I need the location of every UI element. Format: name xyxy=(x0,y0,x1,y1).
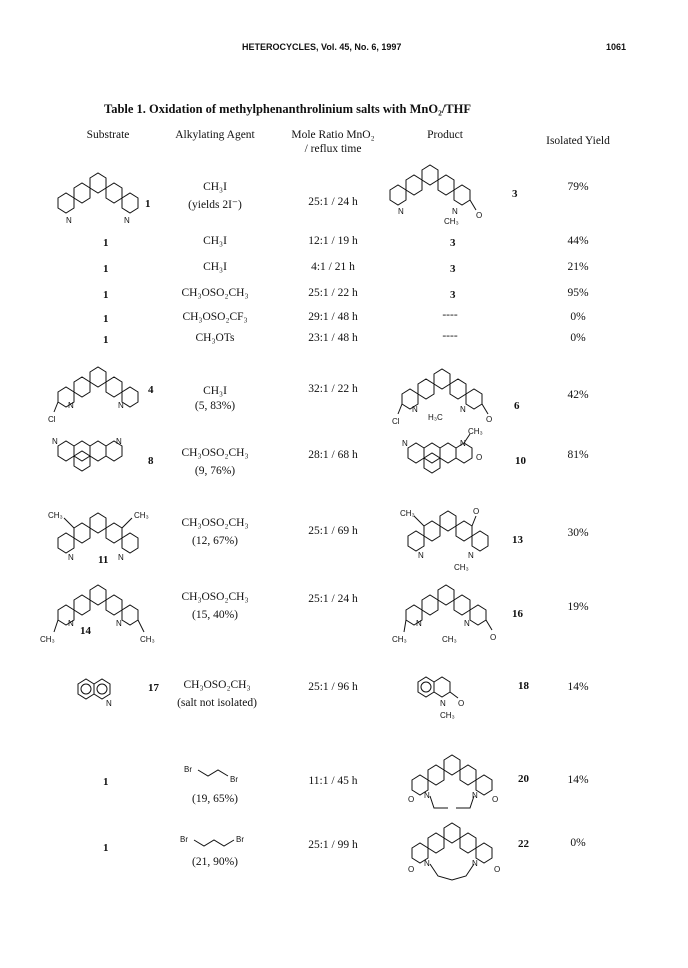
structure-chloro-phenanthroline-4 xyxy=(48,362,147,428)
n-label: N xyxy=(118,553,124,562)
compound-number: 1 xyxy=(103,263,109,275)
col-mole-ratio xyxy=(278,128,388,156)
o-label: O xyxy=(476,211,483,220)
yield-cell: 0% xyxy=(570,311,586,323)
col-substrate: Substrate xyxy=(86,129,130,141)
structure-product-3 xyxy=(388,160,498,230)
product-number: 3 xyxy=(450,237,456,249)
ratio-cell: 25:1 / 69 h xyxy=(308,525,358,537)
n-label: N xyxy=(124,216,130,225)
product-number: 3 xyxy=(450,263,456,275)
product-dash: ---- xyxy=(442,330,458,342)
methyl-label: CH₃ xyxy=(400,509,415,518)
yield-cell: 0% xyxy=(570,332,586,344)
methyl-label: CH₃ xyxy=(40,635,55,644)
methyl-label: CH₃ xyxy=(442,635,457,644)
structure-product-16 xyxy=(392,580,508,650)
n-label: N xyxy=(118,401,124,410)
agent-note: (15, 40%) xyxy=(192,609,238,621)
n-label: N xyxy=(464,619,470,628)
product-number: 3 xyxy=(450,289,456,301)
structure-dimethylphenanthroline-14 xyxy=(40,580,160,648)
product-number: 20 xyxy=(518,773,529,785)
structure-dibromoethane-19 xyxy=(182,762,252,786)
col-mole-ratio-line1: Mole Ratio MnO₂ xyxy=(291,129,375,141)
yield-cell: 42% xyxy=(567,389,589,401)
methyl-label: CH₃ xyxy=(454,563,469,572)
n-label: N xyxy=(424,791,430,800)
n-label: N xyxy=(106,699,112,708)
product-dash: ---- xyxy=(442,309,458,321)
structure-dibromopropane-21 xyxy=(178,830,258,852)
compound-number: 1 xyxy=(145,198,151,210)
methyl-label: CH₃ xyxy=(140,635,155,644)
agent-note: (9, 76%) xyxy=(194,465,236,477)
ratio-cell: 25:1 / 24 h xyxy=(308,593,358,605)
n-label: N xyxy=(66,216,72,225)
structure-product-18 xyxy=(412,668,502,724)
product-number: 3 xyxy=(512,188,518,200)
yield-cell: 0% xyxy=(570,837,586,849)
n-label: N xyxy=(52,437,58,446)
o-label: O xyxy=(408,795,415,804)
agent-name: CH₃I xyxy=(203,181,227,193)
n-label: N xyxy=(116,619,122,628)
yield-cell: 95% xyxy=(567,287,589,299)
structure-product-20 xyxy=(408,750,508,824)
running-header: HETEROCYCLES, Vol. 45, No. 6, 1997 xyxy=(242,42,402,52)
agent-name: CH₃OSO₂CH₃ xyxy=(181,287,249,299)
yield-cell: 14% xyxy=(567,681,589,693)
col-product: Product xyxy=(427,129,463,141)
col-alkylating-agent: Alkylating Agent xyxy=(175,129,255,141)
o-label: O xyxy=(486,415,493,424)
agent-cell xyxy=(165,516,265,549)
agent-name: CH₃OSO₂CH₃ xyxy=(183,679,251,691)
n-label: N xyxy=(402,439,408,448)
compound-number: 4 xyxy=(148,384,154,396)
page-number: 1061 xyxy=(606,42,627,52)
agent-cell xyxy=(165,446,265,479)
methyl-label: CH₃ xyxy=(392,635,407,644)
chloro-label: Cl xyxy=(392,417,400,426)
compound-number: 1 xyxy=(103,313,109,325)
product-number: 6 xyxy=(514,400,520,412)
structure-product-13 xyxy=(398,504,508,576)
n-label: N xyxy=(472,791,478,800)
product-number: 22 xyxy=(518,838,529,850)
n-label: N xyxy=(440,699,446,708)
agent-cell xyxy=(165,590,265,623)
bromo-label: Br xyxy=(230,775,238,784)
product-number: 16 xyxy=(512,608,523,620)
o-label: O xyxy=(473,507,480,516)
ratio-cell: 25:1 / 22 h xyxy=(308,287,358,299)
table-title: Table 1. Oxidation of methylphenanthrolinium salts with MnO₂/THF xyxy=(104,102,472,116)
methyl-label: CH₃ xyxy=(48,511,63,520)
agent-note: (5, 83%) xyxy=(194,400,236,412)
ratio-cell: 12:1 / 19 h xyxy=(308,235,358,247)
agent-name: CH₃I xyxy=(203,385,227,397)
methyl-label: H₃C xyxy=(428,413,443,422)
structure-product-22 xyxy=(408,818,508,894)
agent-note: (21, 90%) xyxy=(192,856,238,868)
product-number: 10 xyxy=(515,455,526,467)
bromo-label: Br xyxy=(236,835,244,844)
bromo-label: Br xyxy=(180,835,188,844)
agent-name: CH₃OSO₂CF₃ xyxy=(182,311,248,323)
agent-note: (yields 2I⁻) xyxy=(188,199,242,211)
compound-number: 1 xyxy=(103,842,109,854)
ratio-cell: 25:1 / 24 h xyxy=(308,196,358,208)
ratio-cell: 4:1 / 21 h xyxy=(311,261,355,273)
structure-diazaphenanthrene-8 xyxy=(52,432,147,488)
compound-number: 11 xyxy=(98,554,109,566)
n-label: N xyxy=(398,207,404,216)
o-label: O xyxy=(458,699,465,708)
yield-cell: 14% xyxy=(567,774,589,786)
col-mole-ratio-line2: / reflux time xyxy=(304,143,362,155)
agent-cell xyxy=(165,384,265,414)
n-label: N xyxy=(472,859,478,868)
compound-number: 8 xyxy=(148,455,154,467)
ratio-cell: 29:1 / 48 h xyxy=(308,311,358,323)
n-label: N xyxy=(424,859,430,868)
agent-name: CH₃OSO₂CH₃ xyxy=(181,447,249,459)
yield-cell: 21% xyxy=(567,261,589,273)
ratio-cell: 25:1 / 99 h xyxy=(308,839,358,851)
ratio-cell: 25:1 / 96 h xyxy=(308,681,358,693)
product-number: 13 xyxy=(512,534,523,546)
o-label: O xyxy=(490,633,497,642)
ratio-cell: 11:1 / 45 h xyxy=(308,775,358,787)
n-label: N xyxy=(418,551,424,560)
yield-cell: 79% xyxy=(567,181,589,193)
structure-product-6 xyxy=(392,362,508,432)
agent-name: CH₃OSO₂CH₃ xyxy=(181,591,249,603)
agent-name: CH₃I xyxy=(203,261,227,273)
agent-cell xyxy=(162,678,272,711)
compound-number: 1 xyxy=(103,289,109,301)
bromo-label: Br xyxy=(184,765,192,774)
agent-note: (19, 65%) xyxy=(192,793,238,805)
agent-name: CH₃OSO₂CH₃ xyxy=(181,517,249,529)
compound-number: 1 xyxy=(103,237,109,249)
n-label: N xyxy=(412,405,418,414)
structure-phenanthroline-1 xyxy=(52,168,142,232)
ratio-cell: 23:1 / 48 h xyxy=(308,332,358,344)
o-label: O xyxy=(408,865,415,874)
o-label: O xyxy=(476,453,483,462)
ratio-cell: 28:1 / 68 h xyxy=(308,449,358,461)
agent-note: (salt not isolated) xyxy=(177,697,257,709)
n-label: N xyxy=(68,619,74,628)
compound-number: 14 xyxy=(80,625,91,637)
yield-cell: 19% xyxy=(567,601,589,613)
n-label: N xyxy=(468,551,474,560)
o-label: O xyxy=(492,795,499,804)
agent-name: CH₃I xyxy=(203,235,227,247)
n-label: N xyxy=(460,439,466,448)
compound-number: 1 xyxy=(103,776,109,788)
methyl-label: CH₃ xyxy=(134,511,149,520)
n-label: N xyxy=(116,437,122,446)
o-label: O xyxy=(494,865,501,874)
methyl-label: CH₃ xyxy=(468,427,483,436)
chloro-label: Cl xyxy=(48,415,56,424)
product-number: 18 xyxy=(518,680,529,692)
yield-cell: 81% xyxy=(567,449,589,461)
structure-product-10 xyxy=(402,426,512,486)
agent-name: CH₃OTs xyxy=(195,332,235,344)
n-label: N xyxy=(416,619,422,628)
compound-number: 1 xyxy=(103,334,109,346)
n-label: N xyxy=(460,405,466,414)
yield-cell: 30% xyxy=(567,527,589,539)
methyl-label: CH₃ xyxy=(444,217,459,226)
yield-cell: 44% xyxy=(567,235,589,247)
n-label: N xyxy=(452,207,458,216)
methyl-label: CH₃ xyxy=(440,711,455,720)
n-label: N xyxy=(68,553,74,562)
structure-quinoline-17 xyxy=(72,670,142,716)
n-label: N xyxy=(68,401,74,410)
ratio-cell: 32:1 / 22 h xyxy=(308,383,358,395)
agent-note: (12, 67%) xyxy=(192,535,238,547)
col-isolated-yield: Isolated Yield xyxy=(546,135,610,147)
compound-number: 17 xyxy=(148,682,159,694)
agent-cell xyxy=(165,180,265,213)
